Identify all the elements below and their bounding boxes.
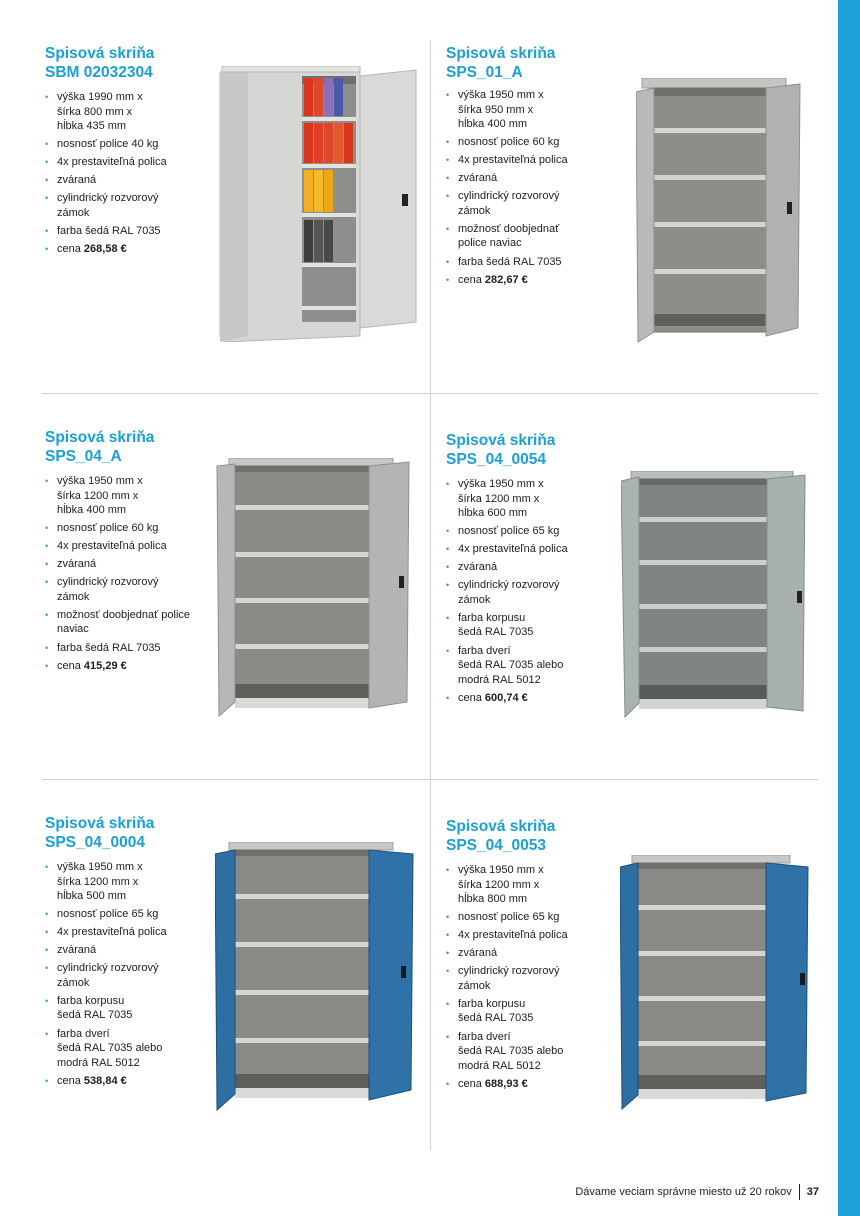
page-footer <box>575 1184 819 1200</box>
product-category: Spisová skriňa <box>446 45 556 62</box>
footer-slogan: Dávame veciam správne miesto už 20 rokov <box>575 1186 792 1198</box>
spec-item: • 4x prestaviteľná polica <box>446 153 616 168</box>
spec-item: • farba dverí šedá RAL 7035 alebo modrá RAL 5012 <box>446 1030 616 1074</box>
spec-item: • farba šedá RAL 7035 <box>45 641 215 656</box>
spec-item: • 4x prestaviteľná polica <box>446 928 616 943</box>
price-value: 282,67 € <box>484 273 528 286</box>
cabinet-image-open-with-binders <box>218 66 420 342</box>
product-category: Spisová skriňa <box>45 815 155 832</box>
cabinet-image-grey-open <box>636 78 804 344</box>
spec-item: • farba korpusu šedá RAL 7035 <box>446 611 616 640</box>
spec-item: • cylindrický rozvorový zámok <box>45 575 215 604</box>
spec-item: • výška 1950 mm x šírka 1200 mm x hĺbka 800 mm <box>446 863 616 907</box>
product-category: Spisová skriňa <box>446 818 556 835</box>
spec-item: • možnosť doobjednať police naviac <box>45 608 215 637</box>
product-code: SPS_04_A <box>45 448 122 465</box>
product-category: Spisová skriňa <box>446 432 556 449</box>
cabinet-image-blue-doors-open <box>215 842 415 1112</box>
spec-item: • cylindrický rozvorový zámok <box>446 189 616 218</box>
product-title <box>446 817 555 855</box>
spec-item: • zváraná <box>45 943 215 958</box>
spec-list <box>45 474 215 677</box>
product-code: SPS_04_0004 <box>45 834 145 851</box>
price-value: 415,29 € <box>83 659 127 672</box>
product-title <box>45 428 154 466</box>
spec-list <box>45 90 215 260</box>
price <box>45 242 215 257</box>
price <box>446 1077 616 1092</box>
price-label: cena <box>458 273 485 286</box>
product-code: SBM 02032304 <box>45 64 153 81</box>
price-value: 268,58 € <box>83 243 127 256</box>
price-value: 600,74 € <box>484 691 528 704</box>
spec-item: • zváraná <box>446 946 616 961</box>
spec-item: • nosnosť police 40 kg <box>45 137 215 152</box>
price <box>45 1074 215 1089</box>
price-value: 538,84 € <box>83 1074 127 1087</box>
price-label: cena <box>57 659 84 672</box>
product-code: SPS_04_0054 <box>446 451 546 468</box>
spec-list <box>446 863 616 1095</box>
spec-item: • výška 1950 mm x šírka 1200 mm x hĺbka 600 mm <box>446 477 616 521</box>
spec-item: • výška 1990 mm x šírka 800 mm x hĺbka 435 mm <box>45 90 215 134</box>
product-card <box>446 44 831 414</box>
spec-item: • 4x prestaviteľná polica <box>45 539 215 554</box>
product-category: Spisová skriňa <box>45 429 155 446</box>
product-code: SPS_01_A <box>446 64 523 81</box>
spec-item: • nosnosť police 65 kg <box>45 907 215 922</box>
side-accent-bar <box>838 0 860 1216</box>
column-divider <box>430 40 431 1150</box>
spec-item: • cylindrický rozvorový zámok <box>446 964 616 993</box>
price-label: cena <box>57 243 84 256</box>
product-code: SPS_04_0053 <box>446 837 546 854</box>
spec-item: • nosnosť police 60 kg <box>45 521 215 536</box>
price <box>446 273 616 288</box>
price <box>446 691 616 706</box>
spec-list <box>45 860 215 1092</box>
spec-item: • farba šedá RAL 7035 <box>45 224 215 239</box>
spec-item: • farba dverí šedá RAL 7035 alebo modrá RAL 5012 <box>45 1027 215 1071</box>
spec-item: • cylindrický rozvorový zámok <box>45 191 215 220</box>
spec-item: • 4x prestaviteľná polica <box>45 925 215 940</box>
product-title <box>45 814 154 852</box>
page-number: 37 <box>806 1186 819 1198</box>
price-label: cena <box>458 1077 485 1090</box>
product-card <box>45 428 430 798</box>
price <box>45 659 215 674</box>
price-value: 688,93 € <box>484 1077 528 1090</box>
spec-list <box>446 88 616 291</box>
price-label: cena <box>57 1074 84 1087</box>
spec-item: • farba korpusu šedá RAL 7035 <box>446 997 616 1026</box>
spec-item: • farba dverí šedá RAL 7035 alebo modrá RAL 5012 <box>446 644 616 688</box>
product-card <box>45 814 430 1184</box>
cabinet-image-grey-open <box>621 471 807 719</box>
spec-item: • 4x prestaviteľná polica <box>446 542 616 557</box>
spec-item: • výška 1950 mm x šírka 1200 mm x hĺbka 500 mm <box>45 860 215 904</box>
spec-item: • zváraná <box>446 171 616 186</box>
spec-list <box>446 477 616 709</box>
spec-item: • možnosť doobjednať police naviac <box>446 222 616 251</box>
product-card <box>446 431 831 801</box>
spec-item: • nosnosť police 65 kg <box>446 524 616 539</box>
spec-item: • zváraná <box>446 560 616 575</box>
product-title <box>45 44 154 82</box>
spec-item: • farba šedá RAL 7035 <box>446 255 616 270</box>
spec-item: • cylindrický rozvorový zámok <box>446 578 616 607</box>
cabinet-image-blue-doors-open <box>620 855 810 1111</box>
spec-item: • farba korpusu šedá RAL 7035 <box>45 994 215 1023</box>
spec-item: • zváraná <box>45 173 215 188</box>
cabinet-image-grey-open <box>215 458 413 718</box>
price-label: cena <box>458 691 485 704</box>
spec-item: • výška 1950 mm x šírka 950 mm x hĺbka 400 mm <box>446 88 616 132</box>
spec-item: • nosnosť police 65 kg <box>446 910 616 925</box>
product-card <box>45 44 430 414</box>
spec-item: • zváraná <box>45 557 215 572</box>
product-card <box>446 817 831 1187</box>
spec-item: • nosnosť police 60 kg <box>446 135 616 150</box>
spec-item: • 4x prestaviteľná polica <box>45 155 215 170</box>
footer-separator <box>799 1184 800 1200</box>
product-title <box>446 431 555 469</box>
spec-item: • výška 1950 mm x šírka 1200 mm x hĺbka 400 mm <box>45 474 215 518</box>
spec-item: • cylindrický rozvorový zámok <box>45 961 215 990</box>
product-category: Spisová skriňa <box>45 45 155 62</box>
product-title <box>446 44 555 82</box>
